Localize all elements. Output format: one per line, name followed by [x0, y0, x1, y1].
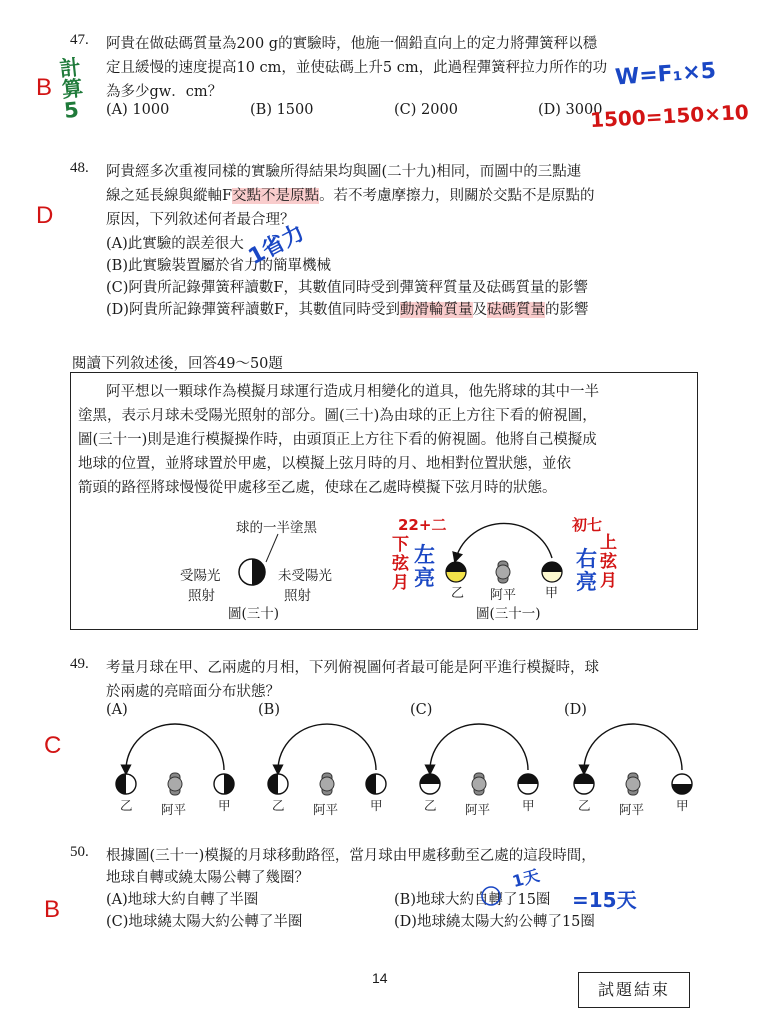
page-number: 14 — [372, 970, 388, 986]
q48-highlight-pulley: 動滑輪質量 — [400, 302, 473, 318]
reading-line-3: 圖(三十一)則是進行模擬操作時，由頭頂正上方往下看的俯視圖。他將自己模擬成 — [78, 432, 597, 448]
end-of-test-box: 試題結束 — [578, 972, 690, 1008]
q48-option-c: (C)阿貴所記錄彈簧秤讀數F，其數值同時受到彈簧秤質量及砝碼質量的影響 — [106, 280, 588, 296]
q48-highlight-intercept: 交點不是原點 — [232, 188, 320, 204]
fig31-caption: 圖(三十一) — [476, 606, 541, 622]
q47-note-formula-2: 1500=150×10 — [589, 99, 750, 133]
q50-number: 50. — [70, 844, 89, 860]
q47-note-calc: 計算5 — [58, 55, 85, 123]
fig30-right-label-1: 未受陽光 — [278, 568, 332, 584]
q48-line-2-start: 線之延長線與縱軸F — [106, 188, 233, 204]
q49-option-d-label-aping: 阿平 — [619, 802, 645, 817]
reading-line-2: 塗黑，表示月球未受陽光照射的部分。圖(三十)為由球的正上方往下看的俯視圖， — [78, 408, 597, 424]
q48-number: 48. — [70, 160, 89, 176]
fig31-ball-yi-dark — [446, 562, 466, 572]
fig31-ball-jia-dark — [542, 562, 562, 572]
q47-line-2: 定且緩慢的速度提高10 cm，並使砝碼上升5 cm，此過程彈簧秤拉力所作的功 — [106, 60, 608, 76]
q49-option-a-arrow — [126, 724, 224, 770]
q49-option-d-label-jia: 甲 — [676, 798, 689, 813]
fig31-note-left-red: 下弦月 — [392, 535, 409, 593]
q48-line-2-end: 。若不考慮摩擦力，則關於交點不是原點的 — [319, 188, 595, 204]
q49-line-2: 於兩處的亮暗面分布狀態？ — [106, 684, 280, 700]
q49-option-b-label-jia: 甲 — [370, 798, 383, 813]
fig31-drawing — [430, 510, 580, 590]
q49-option-b-arrow — [278, 724, 376, 770]
fig31-note-22: 22+二 — [398, 516, 447, 534]
q48-option-a: (A)此實驗的誤差很大 — [106, 236, 244, 252]
q48-line-2 — [106, 184, 595, 205]
fig31-note-right-blue: 右亮 — [576, 547, 597, 594]
fig31-label-jia: 甲 — [545, 586, 559, 601]
reading-line-4: 地球的位置，並將球置於甲處，以模擬上弦月時的月、地相對位置狀態，並依 — [78, 456, 571, 472]
q47-number: 47. — [70, 32, 89, 48]
q47-line-3: 為多少gw．cm？ — [106, 84, 223, 100]
q49-option-c-label-yi: 乙 — [424, 798, 437, 813]
q49-option-d-label: (D) — [564, 702, 587, 718]
q47-line-1: 阿貴在做砝碼質量為200 g的實驗時，他施一個鉛直向上的定力將彈簧秤以穩 — [106, 36, 598, 52]
q49-option-c-aping-head — [472, 777, 486, 791]
reading-intro: 閱讀下列敘述後，回答49～50題 — [72, 356, 283, 372]
q47-option-a: (A) 1000 — [106, 102, 170, 118]
q49-option-b-label: (B) — [258, 702, 280, 718]
fig31-arrow-path — [456, 523, 552, 558]
q49-option-a-ball-jia-dark — [224, 774, 234, 794]
q49-option-d-ball-jia-dark — [672, 784, 692, 794]
q49-line-1: 考量月球在甲、乙兩處的月相，下列俯視圖何者最可能是阿平進行模擬時，球 — [106, 660, 599, 676]
q49-option-b-ball-yi-dark — [268, 774, 278, 794]
q47-note-formula-1: W=F₁×5 — [614, 58, 717, 91]
q50-line-2: 地球自轉或繞太陽公轉了幾圈？ — [106, 870, 309, 886]
q47-answer-mark: B — [36, 74, 53, 101]
fig30-top-label: 球的一半塗黑 — [236, 520, 317, 536]
q50-answer-mark: B — [44, 896, 61, 923]
q48-option-d-end: 的影響 — [545, 302, 589, 318]
q49-option-a-label-jia: 甲 — [218, 798, 231, 813]
q49-option-b-label-aping: 阿平 — [313, 802, 339, 817]
q49-option-d-ball-yi-dark — [574, 774, 594, 784]
q50-note-15days: =15天 — [572, 888, 637, 912]
q49-option-a-label-aping: 阿平 — [161, 802, 187, 817]
q48-highlight-mass: 砝碼質量 — [487, 302, 545, 318]
q48-option-b: (B)此實驗裝置屬於省力的簡單機械 — [106, 258, 331, 274]
q49-answer-mark: C — [44, 732, 62, 759]
q50-line-1: 根據圖(三十一)模擬的月球移動路徑，當月球由甲處移動至乙處的這段時間， — [106, 848, 596, 864]
q48-answer-mark: D — [36, 202, 54, 229]
fig30-pointer-line — [266, 534, 278, 562]
fig31-note-left-blue: 左亮 — [414, 543, 435, 590]
q48-option-d-mid: 及 — [472, 302, 487, 318]
q49-option-d-aping-head — [626, 777, 640, 791]
q48-option-d — [106, 298, 589, 319]
q50-option-b: (B)地球大約自轉了15圈 — [394, 892, 551, 908]
reading-line-1: 阿平想以一顆球作為模擬月球運行造成月相變化的道具，他先將球的其中一半 — [106, 384, 599, 400]
q47-option-b: (B) 1500 — [250, 102, 314, 118]
q48-option-d-start: (D)阿貴所記錄彈簧秤讀數F，其數值同時受到 — [106, 302, 400, 318]
q49-option-c-arrow — [430, 724, 528, 770]
q49-option-a-label: (A) — [106, 702, 128, 718]
q50-option-c: (C)地球繞太陽大約公轉了半圈 — [106, 914, 303, 930]
q48-line-3: 原因，下列敘述何者最合理？ — [106, 212, 295, 228]
fig30-right-label-2: 照射 — [284, 588, 311, 604]
q50-option-d: (D)地球繞太陽大約公轉了15圈 — [394, 914, 595, 930]
q50-option-a: (A)地球大約自轉了半圈 — [106, 892, 259, 908]
fig31-note-7: 初七 — [572, 516, 603, 534]
fig31-aping-head — [496, 565, 510, 579]
q47-option-c: (C) 2000 — [394, 102, 458, 118]
q48-note: 1省力 — [244, 220, 309, 271]
q47-option-d: (D) 3000 — [538, 102, 603, 118]
q49-option-b-aping-head — [320, 777, 334, 791]
fig30-caption: 圖(三十) — [228, 606, 280, 622]
reading-line-5: 箭頭的路徑將球慢慢從甲處移至乙處，使球在乙處時模擬下弦月時的狀態。 — [78, 480, 557, 496]
q49-option-b-label-yi: 乙 — [272, 798, 285, 813]
fig30-left-label-2: 照射 — [188, 588, 215, 604]
q49-option-c-label-jia: 甲 — [522, 798, 535, 813]
fig31-label-aping: 阿平 — [490, 588, 517, 603]
fig31-note-right-red: 上弦月 — [600, 533, 617, 591]
q49-option-c-label: (C) — [410, 702, 433, 718]
q49-option-a-ball-yi-dark — [116, 774, 126, 794]
q50-circle-annotation — [476, 880, 506, 910]
fig30-dark-half — [252, 559, 265, 585]
q49-options-drawing — [100, 716, 700, 816]
q49-option-d-label-yi: 乙 — [578, 798, 591, 813]
q50-note-1day: 1天 — [510, 865, 542, 892]
q49-number: 49. — [70, 656, 89, 672]
q49-option-c-label-aping: 阿平 — [465, 802, 491, 817]
q49-option-a-aping-head — [168, 777, 182, 791]
q48-line-1: 阿貴經多次重複同樣的實驗所得結果均與圖(二十九)相同，而圖中的三點連 — [106, 164, 582, 180]
q49-option-c-ball-jia-dark — [518, 774, 538, 784]
q49-option-d-arrow — [584, 724, 682, 770]
fig30-left-label-1: 受陽光 — [180, 568, 221, 584]
q49-option-c-ball-yi-dark — [420, 774, 440, 784]
q49-option-a-label-yi: 乙 — [120, 798, 133, 813]
fig31-label-yi: 乙 — [451, 586, 465, 601]
q49-option-b-ball-jia-dark — [366, 774, 376, 794]
